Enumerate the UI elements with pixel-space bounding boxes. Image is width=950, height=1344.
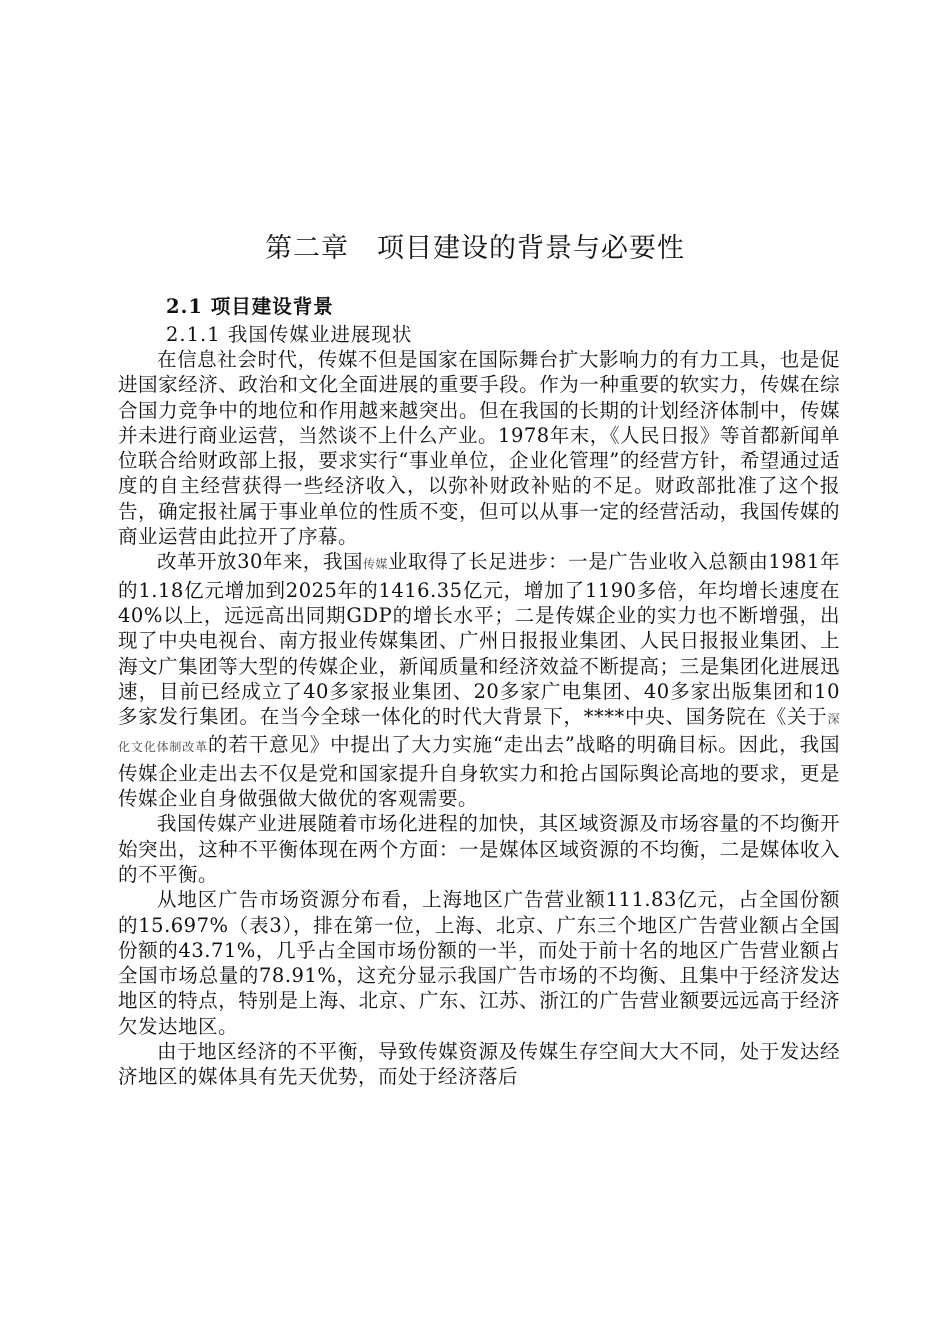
document-body — [118, 292, 840, 1090]
paragraph-text-segment: 的若干意见》中提出了大力实施“走出去”战略的明确目标。因此，我国传媒企业走出去不仅是党和国家提升自身软实力和抢占国际舆论高地的要求，更是传媒企业自身做强做大做优的客观需要。 — [118, 733, 840, 811]
paragraph-ad-market: 从地区广告市场资源分布看，上海地区广告营业额111.83亿元，占全国份额的15.697%（表3），排在第一位，上海、北京、广东三个地区广告营业额占全国份额的43.71%，几乎占全国市场份额的一半，而处于前十名的地区广告营业额占全国市场总量的78.91%，这充分显示我国广告市场的不均衡、且集中于经济发达地区的特点，特别是上海、北京、广东、江苏、浙江的广告营业额要远远高于经济欠发达地区。 — [118, 888, 840, 1038]
paragraph-text-segment: 业取得了长足进步：一是广告业收入总额由1981年的1.18亿元增加到2025年的1416.35亿元，增加了1190多倍，年均增长速度在40%以上，远远高出同期GDP的增长水平；二是传媒企业的实力也不断增强，出现了中央电视台、南方报业传媒集团、广州日报报业集团、人民日报报业集团、上海文广集团等大型的传媒企业，新闻质量和经济效益不断提高；三是集团化进展迅速，目前已经成立了40多家报业集团、20多家广电集团、40多家出版集团和10多家发行集团。在当今全球一体化的时代大背景下，****中央、国务院在《关于 — [118, 550, 840, 729]
chapter-title: 第二章 项目建设的背景与必要性 — [265, 233, 685, 264]
inline-small-text: 传媒 — [362, 557, 389, 572]
paragraph-media-history: 在信息社会时代，传媒不但是国家在国际舞台扩大影响力的有力工具，也是促进国家经济、政治和文化全面进展的重要手段。作为一种重要的软实力，传媒在综合国力竞争中的地位和作用越来越突出。但在我国的长期的计划经济体制中，传媒并未进行商业运营，当然谈不上什么产业。1978年末，《人民日报》等首都新闻单位联合给财政部上报，要求实行“事业单位，企业化管理”的经营方针，希望通过适度的自主经营获得一些经济收入，以弥补财政补贴的不足。财政部批准了这个报告，确定报社属于事业单位的性质不变，但可以从事一定的经营活动，我国传媒的商业运营由此拉开了序幕。 — [118, 348, 840, 549]
subsection-heading: 2.1.1 我国传媒业进展现状 — [166, 323, 413, 346]
inline-small-text: 深化文化体制改革 — [118, 712, 840, 755]
paragraph-economic-gap: 由于地区经济的不平衡，导致传媒资源及传媒生存空间大大不同，处于发达经济地区的媒体具有先天优势，而处于经济落后 — [118, 1040, 840, 1089]
paragraph-text-segment: 改革开放30年来，我国 — [157, 550, 363, 574]
section-heading: 2.1 项目建设背景 — [166, 295, 334, 318]
paragraph-regional-imbalance: 我国传媒产业进展随着市场化进程的加快，其区域资源及市场容量的不均衡开始突出，这种不平衡体现在两个方面：一是媒体区域资源的不均衡，二是媒体收入的不平衡。 — [118, 812, 840, 886]
paragraph-reform-progress — [118, 549, 840, 811]
